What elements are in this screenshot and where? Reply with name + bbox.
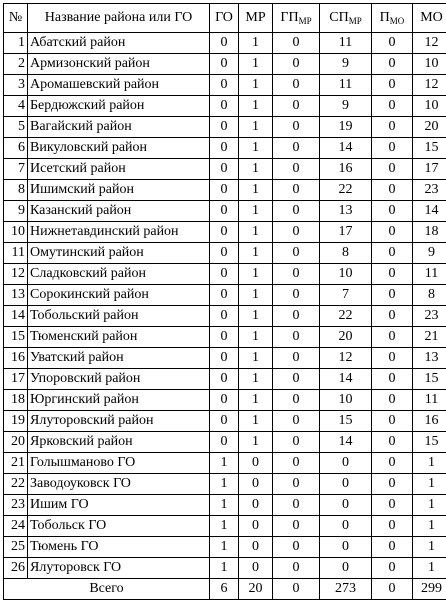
cell-mr: 1 xyxy=(239,306,273,327)
total-row xyxy=(4,579,446,600)
header-sp-base: СП xyxy=(329,10,349,25)
header-pmo xyxy=(372,4,413,33)
total-label: Всего xyxy=(4,579,210,600)
header-gp-sub: МР xyxy=(298,16,312,26)
cell-name: Сладковский район xyxy=(28,264,210,285)
table-row xyxy=(4,33,446,54)
cell-gp: 0 xyxy=(273,201,320,222)
cell-pmo: 0 xyxy=(372,558,413,579)
table-row xyxy=(4,201,446,222)
cell-num: 21 xyxy=(4,453,28,474)
cell-mo: 15 xyxy=(413,432,446,453)
cell-num: 19 xyxy=(4,411,28,432)
cell-mo: 1 xyxy=(413,537,446,558)
cell-gp: 0 xyxy=(273,495,320,516)
cell-name: Казанский район xyxy=(28,201,210,222)
table-row xyxy=(4,411,446,432)
table-row xyxy=(4,54,446,75)
cell-sp: 22 xyxy=(320,180,372,201)
cell-pmo: 0 xyxy=(372,117,413,138)
cell-num: 8 xyxy=(4,180,28,201)
cell-sp: 14 xyxy=(320,369,372,390)
table-row xyxy=(4,306,446,327)
cell-gp: 0 xyxy=(273,390,320,411)
cell-num: 1 xyxy=(4,33,28,54)
cell-gp: 0 xyxy=(273,54,320,75)
cell-sp: 0 xyxy=(320,474,372,495)
cell-go: 0 xyxy=(210,159,239,180)
cell-sp: 14 xyxy=(320,138,372,159)
cell-go: 0 xyxy=(210,390,239,411)
table-row xyxy=(4,558,446,579)
cell-num: 9 xyxy=(4,201,28,222)
cell-pmo: 0 xyxy=(372,474,413,495)
cell-name: Ишим ГО xyxy=(28,495,210,516)
cell-mr: 1 xyxy=(239,411,273,432)
total-pmo: 0 xyxy=(372,579,413,600)
cell-mo: 10 xyxy=(413,96,446,117)
cell-gp: 0 xyxy=(273,285,320,306)
table-row xyxy=(4,453,446,474)
cell-go: 0 xyxy=(210,117,239,138)
cell-gp: 0 xyxy=(273,138,320,159)
cell-go: 0 xyxy=(210,369,239,390)
cell-mo: 20 xyxy=(413,117,446,138)
cell-name: Тюмень ГО xyxy=(28,537,210,558)
cell-go: 0 xyxy=(210,306,239,327)
cell-mo: 10 xyxy=(413,54,446,75)
cell-go: 0 xyxy=(210,285,239,306)
header-num: № xyxy=(4,4,28,33)
municipalities-table xyxy=(3,3,446,600)
cell-pmo: 0 xyxy=(372,264,413,285)
cell-mr: 1 xyxy=(239,243,273,264)
table-row xyxy=(4,432,446,453)
cell-mo: 14 xyxy=(413,201,446,222)
table-row xyxy=(4,327,446,348)
cell-mo: 15 xyxy=(413,138,446,159)
cell-pmo: 0 xyxy=(372,516,413,537)
cell-num: 7 xyxy=(4,159,28,180)
cell-gp: 0 xyxy=(273,117,320,138)
cell-mr: 1 xyxy=(239,96,273,117)
cell-go: 0 xyxy=(210,54,239,75)
header-row xyxy=(4,4,446,33)
cell-mo: 23 xyxy=(413,180,446,201)
cell-name: Тобольск ГО xyxy=(28,516,210,537)
cell-go: 1 xyxy=(210,474,239,495)
cell-pmo: 0 xyxy=(372,180,413,201)
cell-mr: 1 xyxy=(239,138,273,159)
cell-mo: 12 xyxy=(413,75,446,96)
cell-go: 0 xyxy=(210,327,239,348)
header-gp-base: ГП xyxy=(280,10,299,25)
cell-pmo: 0 xyxy=(372,369,413,390)
cell-mo: 18 xyxy=(413,222,446,243)
cell-pmo: 0 xyxy=(372,390,413,411)
cell-pmo: 0 xyxy=(372,75,413,96)
cell-sp: 11 xyxy=(320,33,372,54)
cell-mr: 1 xyxy=(239,390,273,411)
cell-name: Голышманово ГО xyxy=(28,453,210,474)
cell-gp: 0 xyxy=(273,411,320,432)
cell-sp: 0 xyxy=(320,516,372,537)
cell-gp: 0 xyxy=(273,558,320,579)
cell-mo: 1 xyxy=(413,558,446,579)
cell-sp: 12 xyxy=(320,348,372,369)
cell-num: 17 xyxy=(4,369,28,390)
cell-mr: 0 xyxy=(239,453,273,474)
cell-sp: 0 xyxy=(320,558,372,579)
table-row xyxy=(4,537,446,558)
cell-mr: 0 xyxy=(239,516,273,537)
cell-pmo: 0 xyxy=(372,33,413,54)
cell-pmo: 0 xyxy=(372,96,413,117)
cell-gp: 0 xyxy=(273,159,320,180)
cell-sp: 0 xyxy=(320,537,372,558)
cell-name: Уватский район xyxy=(28,348,210,369)
cell-num: 11 xyxy=(4,243,28,264)
cell-mr: 1 xyxy=(239,180,273,201)
cell-num: 23 xyxy=(4,495,28,516)
cell-go: 0 xyxy=(210,201,239,222)
cell-num: 20 xyxy=(4,432,28,453)
cell-mr: 1 xyxy=(239,201,273,222)
cell-mo: 1 xyxy=(413,495,446,516)
cell-mo: 13 xyxy=(413,348,446,369)
cell-gp: 0 xyxy=(273,75,320,96)
header-mo: МО xyxy=(413,4,446,33)
cell-name: Тобольский район xyxy=(28,306,210,327)
cell-sp: 14 xyxy=(320,432,372,453)
cell-num: 24 xyxy=(4,516,28,537)
cell-gp: 0 xyxy=(273,96,320,117)
cell-go: 1 xyxy=(210,516,239,537)
cell-sp: 13 xyxy=(320,201,372,222)
cell-go: 0 xyxy=(210,75,239,96)
cell-pmo: 0 xyxy=(372,138,413,159)
table-footer xyxy=(4,579,446,600)
cell-sp: 11 xyxy=(320,75,372,96)
cell-mr: 1 xyxy=(239,222,273,243)
cell-sp: 10 xyxy=(320,390,372,411)
cell-sp: 16 xyxy=(320,159,372,180)
cell-pmo: 0 xyxy=(372,306,413,327)
cell-pmo: 0 xyxy=(372,537,413,558)
cell-go: 0 xyxy=(210,180,239,201)
cell-gp: 0 xyxy=(273,516,320,537)
cell-pmo: 0 xyxy=(372,327,413,348)
cell-pmo: 0 xyxy=(372,159,413,180)
cell-sp: 0 xyxy=(320,453,372,474)
cell-mo: 11 xyxy=(413,264,446,285)
cell-go: 0 xyxy=(210,138,239,159)
cell-go: 0 xyxy=(210,96,239,117)
cell-num: 25 xyxy=(4,537,28,558)
cell-name: Викуловский район xyxy=(28,138,210,159)
cell-name: Омутинский район xyxy=(28,243,210,264)
cell-pmo: 0 xyxy=(372,54,413,75)
table-row xyxy=(4,243,446,264)
cell-name: Ишимский район xyxy=(28,180,210,201)
cell-mr: 1 xyxy=(239,54,273,75)
table-row xyxy=(4,264,446,285)
cell-mr: 1 xyxy=(239,264,273,285)
table-row xyxy=(4,348,446,369)
cell-gp: 0 xyxy=(273,348,320,369)
cell-gp: 0 xyxy=(273,537,320,558)
cell-mo: 17 xyxy=(413,159,446,180)
table-row xyxy=(4,222,446,243)
cell-mo: 12 xyxy=(413,33,446,54)
cell-sp: 19 xyxy=(320,117,372,138)
table-row xyxy=(4,285,446,306)
cell-mr: 0 xyxy=(239,537,273,558)
header-pmo-sub: МО xyxy=(389,16,405,26)
cell-num: 26 xyxy=(4,558,28,579)
header-go: ГО xyxy=(210,4,239,33)
cell-mo: 9 xyxy=(413,243,446,264)
cell-mo: 1 xyxy=(413,474,446,495)
cell-name: Аромашевский район xyxy=(28,75,210,96)
cell-go: 1 xyxy=(210,558,239,579)
cell-sp: 9 xyxy=(320,96,372,117)
cell-gp: 0 xyxy=(273,474,320,495)
header-pmo-base: П xyxy=(379,10,390,25)
cell-go: 0 xyxy=(210,222,239,243)
cell-pmo: 0 xyxy=(372,495,413,516)
cell-pmo: 0 xyxy=(372,243,413,264)
cell-name: Упоровский район xyxy=(28,369,210,390)
cell-gp: 0 xyxy=(273,33,320,54)
cell-name: Исетский район xyxy=(28,159,210,180)
cell-num: 6 xyxy=(4,138,28,159)
cell-sp: 10 xyxy=(320,264,372,285)
cell-sp: 7 xyxy=(320,285,372,306)
table-header xyxy=(4,4,446,33)
cell-sp: 15 xyxy=(320,411,372,432)
cell-name: Юргинский район xyxy=(28,390,210,411)
table-row xyxy=(4,369,446,390)
cell-mo: 15 xyxy=(413,369,446,390)
cell-go: 0 xyxy=(210,243,239,264)
cell-mr: 0 xyxy=(239,495,273,516)
cell-go: 0 xyxy=(210,411,239,432)
cell-gp: 0 xyxy=(273,222,320,243)
cell-mr: 1 xyxy=(239,75,273,96)
cell-go: 1 xyxy=(210,495,239,516)
cell-mr: 1 xyxy=(239,369,273,390)
table-row xyxy=(4,516,446,537)
table-row xyxy=(4,117,446,138)
cell-num: 3 xyxy=(4,75,28,96)
cell-sp: 8 xyxy=(320,243,372,264)
header-name: Название района или ГО xyxy=(28,4,210,33)
cell-mr: 1 xyxy=(239,327,273,348)
cell-num: 4 xyxy=(4,96,28,117)
cell-gp: 0 xyxy=(273,369,320,390)
table-row xyxy=(4,495,446,516)
cell-num: 16 xyxy=(4,348,28,369)
total-gp: 0 xyxy=(273,579,320,600)
cell-pmo: 0 xyxy=(372,285,413,306)
cell-name: Тюменский район xyxy=(28,327,210,348)
cell-num: 14 xyxy=(4,306,28,327)
cell-gp: 0 xyxy=(273,180,320,201)
cell-go: 0 xyxy=(210,264,239,285)
cell-gp: 0 xyxy=(273,306,320,327)
table-row xyxy=(4,96,446,117)
cell-name: Бердюжский район xyxy=(28,96,210,117)
cell-go: 0 xyxy=(210,33,239,54)
cell-mr: 1 xyxy=(239,159,273,180)
header-sp-sub: МР xyxy=(348,16,362,26)
cell-mr: 1 xyxy=(239,285,273,306)
cell-sp: 0 xyxy=(320,495,372,516)
total-sp: 273 xyxy=(320,579,372,600)
cell-gp: 0 xyxy=(273,264,320,285)
cell-num: 18 xyxy=(4,390,28,411)
cell-pmo: 0 xyxy=(372,201,413,222)
cell-mr: 1 xyxy=(239,432,273,453)
cell-pmo: 0 xyxy=(372,432,413,453)
cell-num: 15 xyxy=(4,327,28,348)
total-mr: 20 xyxy=(239,579,273,600)
cell-name: Заводоуковск ГО xyxy=(28,474,210,495)
cell-pmo: 0 xyxy=(372,348,413,369)
cell-num: 5 xyxy=(4,117,28,138)
cell-num: 12 xyxy=(4,264,28,285)
cell-num: 13 xyxy=(4,285,28,306)
cell-name: Ялуторовский район xyxy=(28,411,210,432)
cell-mo: 1 xyxy=(413,453,446,474)
table-row xyxy=(4,180,446,201)
cell-gp: 0 xyxy=(273,327,320,348)
cell-go: 0 xyxy=(210,432,239,453)
cell-name: Ярковский район xyxy=(28,432,210,453)
cell-go: 1 xyxy=(210,537,239,558)
total-mo: 299 xyxy=(413,579,446,600)
cell-gp: 0 xyxy=(273,453,320,474)
cell-pmo: 0 xyxy=(372,411,413,432)
cell-mo: 23 xyxy=(413,306,446,327)
cell-name: Нижнетавдинский район xyxy=(28,222,210,243)
cell-sp: 20 xyxy=(320,327,372,348)
cell-sp: 22 xyxy=(320,306,372,327)
cell-mr: 0 xyxy=(239,558,273,579)
table-body xyxy=(4,33,446,579)
cell-name: Ялуторовск ГО xyxy=(28,558,210,579)
total-go: 6 xyxy=(210,579,239,600)
cell-pmo: 0 xyxy=(372,453,413,474)
header-gp xyxy=(273,4,320,33)
cell-name: Армизонский район xyxy=(28,54,210,75)
cell-mr: 1 xyxy=(239,33,273,54)
cell-mo: 11 xyxy=(413,390,446,411)
cell-pmo: 0 xyxy=(372,222,413,243)
cell-num: 22 xyxy=(4,474,28,495)
cell-sp: 17 xyxy=(320,222,372,243)
cell-name: Сорокинский район xyxy=(28,285,210,306)
table-row xyxy=(4,390,446,411)
cell-go: 0 xyxy=(210,348,239,369)
table-row xyxy=(4,159,446,180)
cell-mo: 1 xyxy=(413,516,446,537)
cell-mo: 21 xyxy=(413,327,446,348)
table-row xyxy=(4,75,446,96)
cell-mo: 16 xyxy=(413,411,446,432)
cell-gp: 0 xyxy=(273,243,320,264)
cell-gp: 0 xyxy=(273,432,320,453)
table-row xyxy=(4,474,446,495)
header-mr: МР xyxy=(239,4,273,33)
cell-mr: 0 xyxy=(239,474,273,495)
cell-go: 1 xyxy=(210,453,239,474)
cell-name: Абатский район xyxy=(28,33,210,54)
cell-name: Вагайский район xyxy=(28,117,210,138)
cell-sp: 9 xyxy=(320,54,372,75)
cell-mr: 1 xyxy=(239,117,273,138)
table-row xyxy=(4,138,446,159)
cell-num: 2 xyxy=(4,54,28,75)
cell-mo: 8 xyxy=(413,285,446,306)
cell-mr: 1 xyxy=(239,348,273,369)
header-sp xyxy=(320,4,372,33)
cell-num: 10 xyxy=(4,222,28,243)
